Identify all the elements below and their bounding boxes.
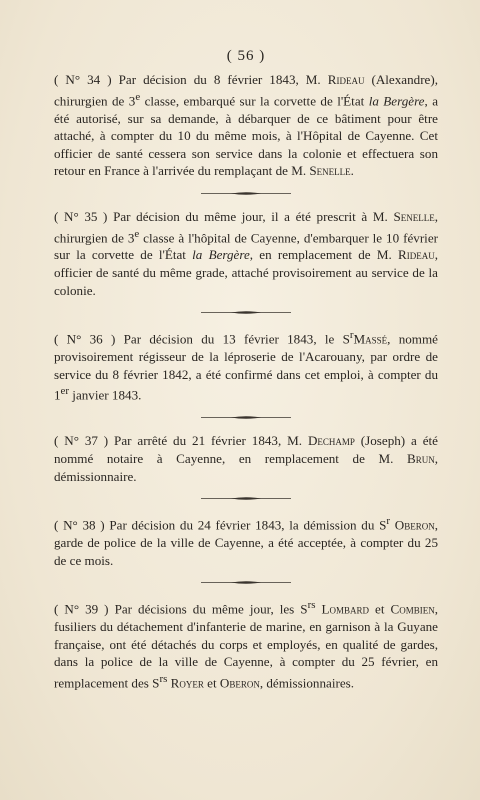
person-name: Combien [390, 601, 435, 617]
person-name: Lombard [321, 601, 369, 617]
entry-number: ( N° 36 ) [54, 331, 116, 347]
superscript: r [386, 515, 391, 528]
person-name: Massé [353, 331, 388, 347]
superscript: rs [159, 673, 168, 685]
entry-text: , démissionnaires. [259, 675, 355, 691]
entry-text: classe, embarqué sur la corvette de l'État [140, 92, 369, 108]
entry-text: Par décision du 13 février 1843, le S [123, 331, 350, 347]
entry-text: . [350, 163, 354, 179]
entry-text: Par décision du même jour, il a été prescrit à M. [113, 208, 394, 224]
ornamental-separator [201, 310, 291, 315]
entry-34 [54, 71, 438, 180]
person-name: Senelle [309, 163, 351, 179]
person-name: Oberon [219, 675, 260, 691]
entry-text: Par décision du 24 février 1843, la démission du S [109, 517, 387, 533]
person-name: Oberon [394, 517, 435, 533]
entry-37 [54, 432, 438, 485]
superscript: rs [307, 599, 316, 612]
entry-text: , officier de santé du même grade, attaché provisoirement au service de la colonie. [54, 247, 438, 298]
entry-text: , a été autorisé, sur sa demande, à débarquer de ce bâtiment pour être attaché, à compter du 10 du même mois, à l'Hôpital de Cayenne. Cet officier de santé cessera son service dans la colonie et effectuera son retour en France à l'arrivée du remplaçant de M. [54, 92, 438, 179]
ornamental-separator [201, 415, 291, 420]
entry-number: ( N° 38 ) [54, 517, 105, 533]
entry-text: Par décision du 8 février 1843, M. [118, 72, 328, 87]
entry-text: , fusiliers du détachement d'infanterie de marine, en garnison à la Guyane française, ont été détachés du corps et employés, en qualité de gardes, dans la police de la ville de Cayenne, à compter du 25 février, en remplacement des S [54, 601, 438, 691]
ornamental-separator [201, 191, 291, 196]
person-name: Royer [170, 675, 204, 691]
entry-36 [54, 327, 438, 404]
entry-number: ( N° 34 ) [54, 72, 112, 87]
entry-text: Par arrêté du 21 février 1843, M. [114, 433, 308, 449]
superscript: r [349, 329, 354, 342]
entry-text: , en remplacement de M. [249, 247, 398, 263]
entry-number: ( N° 37 ) [54, 433, 109, 449]
person-name: Rideau [327, 72, 365, 87]
entry-text: , garde de police de la ville de Cayenne, a été acceptée, à compter du 25 de ce mois. [54, 517, 438, 568]
ship-name: la Bergère [192, 247, 250, 263]
entry-text: (Joseph) a été nommé notaire à Cayenne, en remplacement de M. [54, 433, 438, 466]
superscript: e [134, 227, 140, 240]
ornamental-separator [201, 580, 291, 585]
entry-38 [54, 513, 438, 569]
entry-35 [54, 208, 438, 299]
person-name: Brun [406, 450, 435, 466]
entry-text: Par décisions du même jour, les S [114, 601, 308, 617]
ship-name: la Bergère [368, 92, 425, 108]
entry-text: , nommé provisoirement régisseur de la léproserie de l'Acarouany, par ordre de service du 8 février 1842, a été confirmé dans cet emploi, à compter du 1 [54, 331, 438, 403]
person-name: Senelle [393, 208, 435, 224]
superscript: er [60, 385, 70, 398]
entry-text: (Alexandre), chirurgien de 3 [54, 72, 438, 108]
entry-text: et [203, 675, 220, 691]
entry-39 [54, 597, 438, 692]
entry-text: classe à l'hôpital de Cayenne, d'embarquer le 10 février sur la corvette de l'État [54, 229, 438, 263]
entry-text: janvier 1843. [69, 387, 142, 403]
person-name: Dechamp [307, 433, 355, 449]
entry-number: ( N° 39 ) [54, 601, 109, 617]
entry-number: ( N° 35 ) [54, 208, 108, 224]
person-name: Rideau [397, 247, 435, 263]
page-number: ( 56 ) [226, 48, 266, 64]
entry-text: , démissionnaire. [54, 450, 438, 484]
entry-text: , chirurgien de 3 [54, 208, 438, 245]
ornamental-separator [201, 496, 291, 501]
superscript: e [135, 90, 141, 103]
entry-text: et [369, 601, 391, 617]
